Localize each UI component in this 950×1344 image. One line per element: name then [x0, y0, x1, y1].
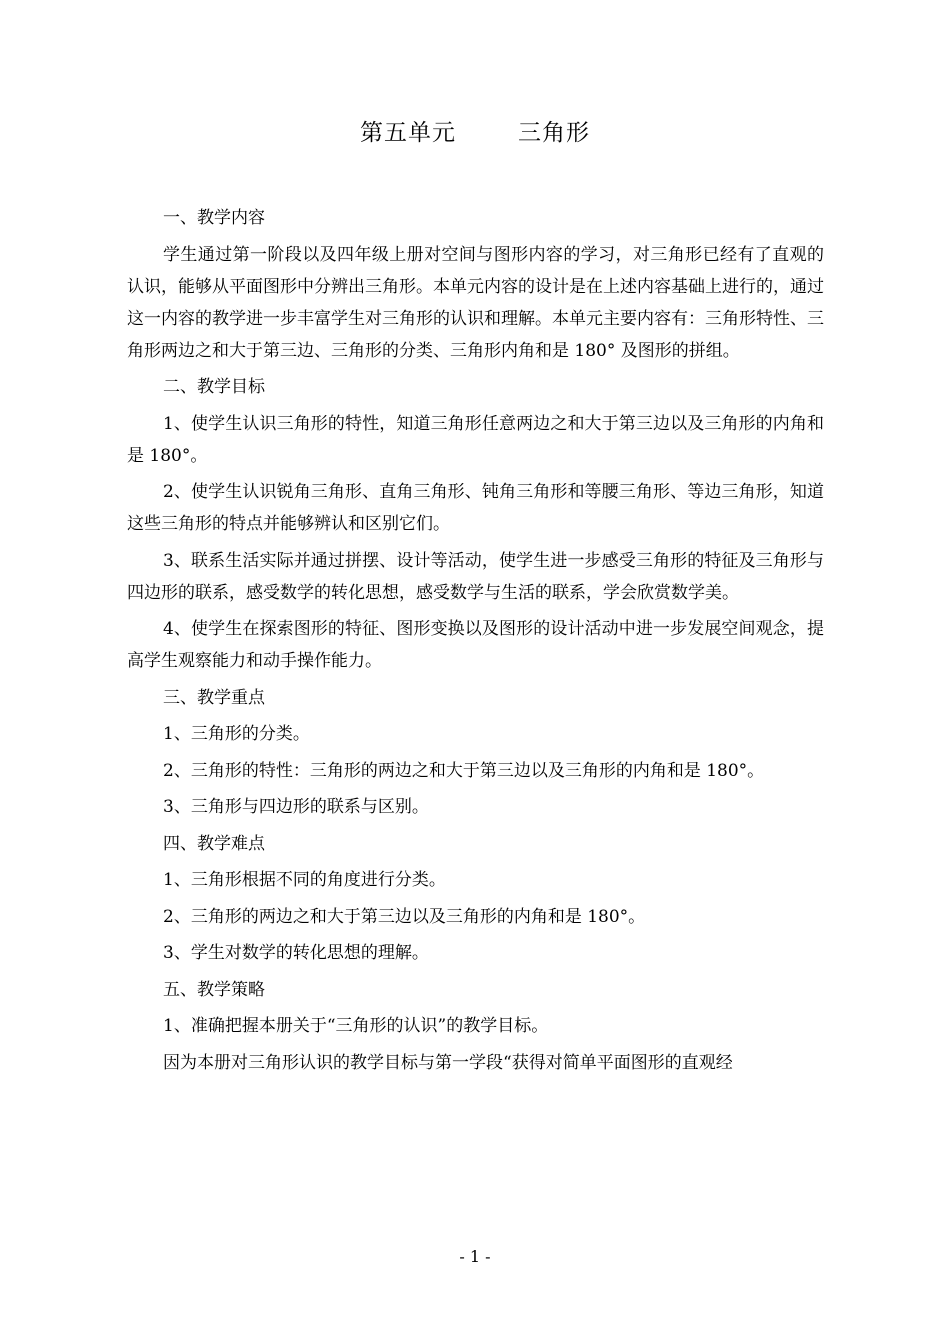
title-topic: 三角形	[518, 120, 590, 146]
difficulty-1: 1、三角形根据不同的角度进行分类。	[163, 870, 446, 890]
section-heading-goals: 二、教学目标	[163, 377, 265, 397]
goal-item-3: 3、联系生活实际并通过拼摆、设计等活动，使学生进一步感受三角形的特征及三角形与四边形的联系，感受数学的转化思想，感受数学与生活的联系，学会欣赏数学美。	[127, 550, 824, 603]
paragraph-content: 学生通过第一阶段以及四年级上册对空间与图形内容的学习，对三角形已经有了直观的认识，能够从平面图形中分辨出三角形。本单元内容的设计是在上述内容基础上进行的，通过这一内容的教学进一步丰富学生对三角形的认识和理解。本单元主要内容有：三角形特性、三角形两边之和大于第三边、三角形的分类、三角形内角和是 180° 及图形的拼组。	[127, 244, 824, 361]
key-point-1: 1、三角形的分类。	[163, 724, 310, 744]
page-title	[0, 118, 950, 148]
strategy-1: 1、准确把握本册关于“三角形的认识”的教学目标。	[163, 1016, 549, 1036]
page-number: - 1 -	[459, 1247, 491, 1266]
section-heading-key-points: 三、教学重点	[163, 687, 265, 708]
section-heading-content: 一、教学内容	[163, 208, 265, 228]
section-heading-strategies: 五、教学策略	[163, 979, 265, 1000]
goal-item-2: 2、使学生认识锐角三角形、直角三角形、钝角三角形和等腰三角形、等边三角形，知道这些三角形的特点并能够辨认和区别它们。	[127, 482, 824, 534]
difficulty-2: 2、三角形的两边之和大于第三边以及三角形的内角和是 180°。	[163, 906, 646, 927]
document-body	[127, 202, 824, 1083]
key-point-3: 3、三角形与四边形的联系与区别。	[163, 797, 429, 817]
difficulty-3: 3、学生对数学的转化思想的理解。	[163, 943, 429, 963]
section-heading-difficulties: 四、教学难点	[163, 833, 265, 854]
key-point-2: 2、三角形的特性：三角形的两边之和大于第三边以及三角形的内角和是 180°。	[163, 760, 765, 781]
strategy-paragraph: 因为本册对三角形认识的教学目标与第一学段“获得对简单平面图形的直观经	[163, 1052, 733, 1073]
goal-item-1: 1、使学生认识三角形的特性，知道三角形任意两边之和大于第三边以及三角形的内角和是 180°。	[127, 413, 824, 466]
goal-item-4: 4、使学生在探索图形的特征、图形变换以及图形的设计活动中进一步发展空间观念，提高学生观察能力和动手操作能力。	[127, 619, 824, 671]
title-unit: 第五单元	[360, 120, 456, 146]
